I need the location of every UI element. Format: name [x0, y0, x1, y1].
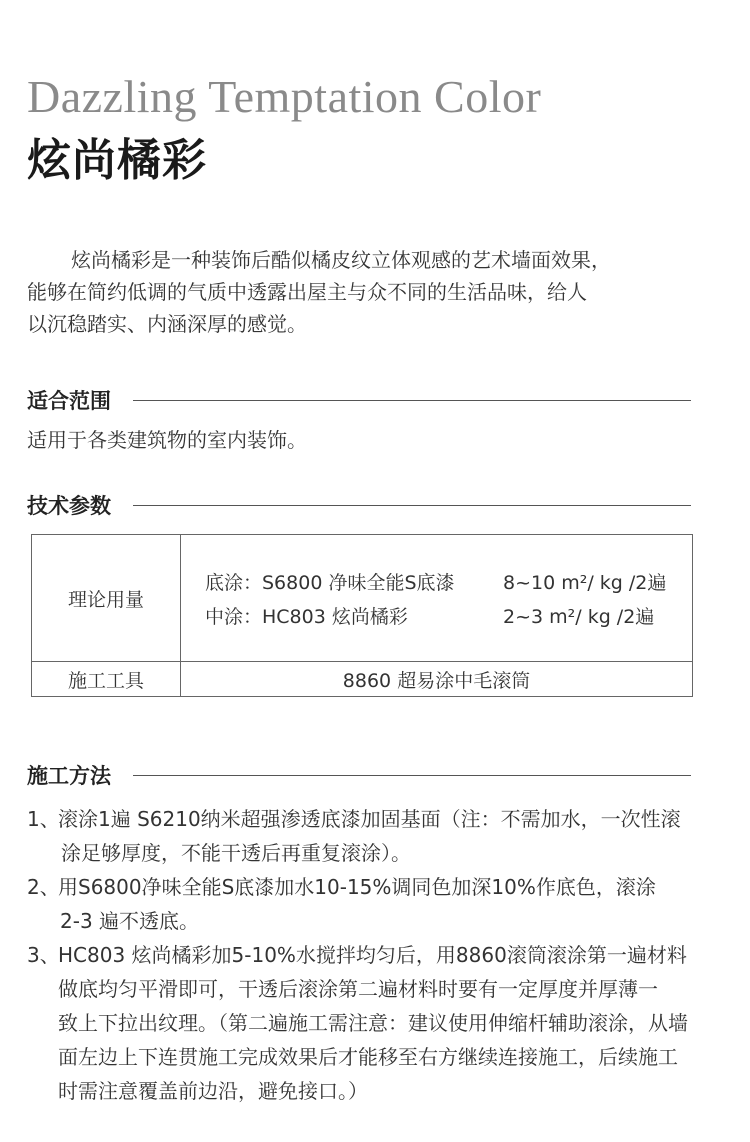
usage-label-cell: 理论用量 [32, 535, 181, 662]
step-number: 2、 [27, 875, 60, 899]
title-chinese: 炫尚橘彩 [27, 135, 207, 186]
section-tech-title: 技术参数 [27, 494, 111, 518]
usage-value-cell [181, 535, 693, 662]
usage-amount: 8~10 m²/ kg /2遍 [503, 571, 667, 594]
list-item [27, 870, 727, 938]
section-method-title: 施工方法 [27, 764, 111, 788]
section-divider [133, 775, 691, 776]
intro-paragraph [27, 244, 707, 340]
section-tech-header [27, 491, 691, 519]
section-divider [133, 400, 691, 401]
intro-line: 以沉稳踏实、内涵深厚的感觉。 [27, 312, 307, 336]
intro-line: 炫尚橘彩是一种装饰后酷似橘皮纹立体观感的艺术墙面效果， [71, 248, 611, 272]
tool-label-cell: 施工工具 [32, 662, 181, 697]
step-line: 做底均匀平滑即可，干透后滚涂第二遍材料时要有一定厚度并厚薄一 [58, 977, 658, 1001]
step-line: 用S6800净味全能S底漆加水10-15%调同色加深10%作底色，滚涂 [58, 875, 656, 899]
step-line: 涂足够厚度，不能干透后再重复滚涂）。 [61, 841, 411, 865]
title-english: Dazzling Temptation Color [27, 71, 542, 122]
list-item [27, 802, 727, 870]
section-divider [133, 505, 691, 506]
usage-material: 底涂：S6800 净味全能S底漆 [205, 571, 455, 594]
section-scope-header [27, 386, 691, 414]
method-steps [27, 802, 727, 1108]
step-number: 1、 [27, 807, 60, 831]
step-body [58, 870, 727, 938]
usage-material: 中涂：HC803 炫尚橘彩 [205, 605, 408, 628]
table-row [32, 535, 693, 662]
usage-amount: 2~3 m²/ kg /2遍 [503, 605, 655, 628]
tool-value-cell: 8860 超易涂中毛滚筒 [181, 662, 693, 697]
step-line: 时需注意覆盖前边沿，避免接口。） [58, 1079, 368, 1103]
step-line: 面左边上下连贯施工完成效果后才能移至右方继续连接施工，后续施工 [58, 1045, 678, 1069]
usage-line [181, 564, 692, 598]
section-method-header [27, 761, 691, 789]
step-body [58, 802, 727, 870]
step-line: HC803 炫尚橘彩加5-10%水搅拌均匀后，用8860滚筒滚涂第一遍材料 [58, 943, 687, 967]
usage-line [181, 598, 692, 632]
step-body [58, 938, 727, 1108]
step-line: 滚涂1遍 S6210纳米超强渗透底漆加固基面（注：不需加水，一次性滚 [58, 807, 681, 831]
step-line: 致上下拉出纹理。（第二遍施工需注意：建议使用伸缩杆辅助滚涂，从墙 [58, 1011, 688, 1035]
scope-text: 适用于各类建筑物的室内装饰。 [27, 428, 307, 452]
step-number: 3、 [27, 943, 60, 967]
intro-line: 能够在简约低调的气质中透露出屋主与众不同的生活品味，给人 [27, 280, 587, 304]
step-line: 2-3 遍不透底。 [60, 909, 200, 933]
table-row [32, 662, 693, 697]
spec-table [31, 534, 693, 697]
list-item [27, 938, 727, 1108]
section-scope-title: 适合范围 [27, 389, 111, 413]
